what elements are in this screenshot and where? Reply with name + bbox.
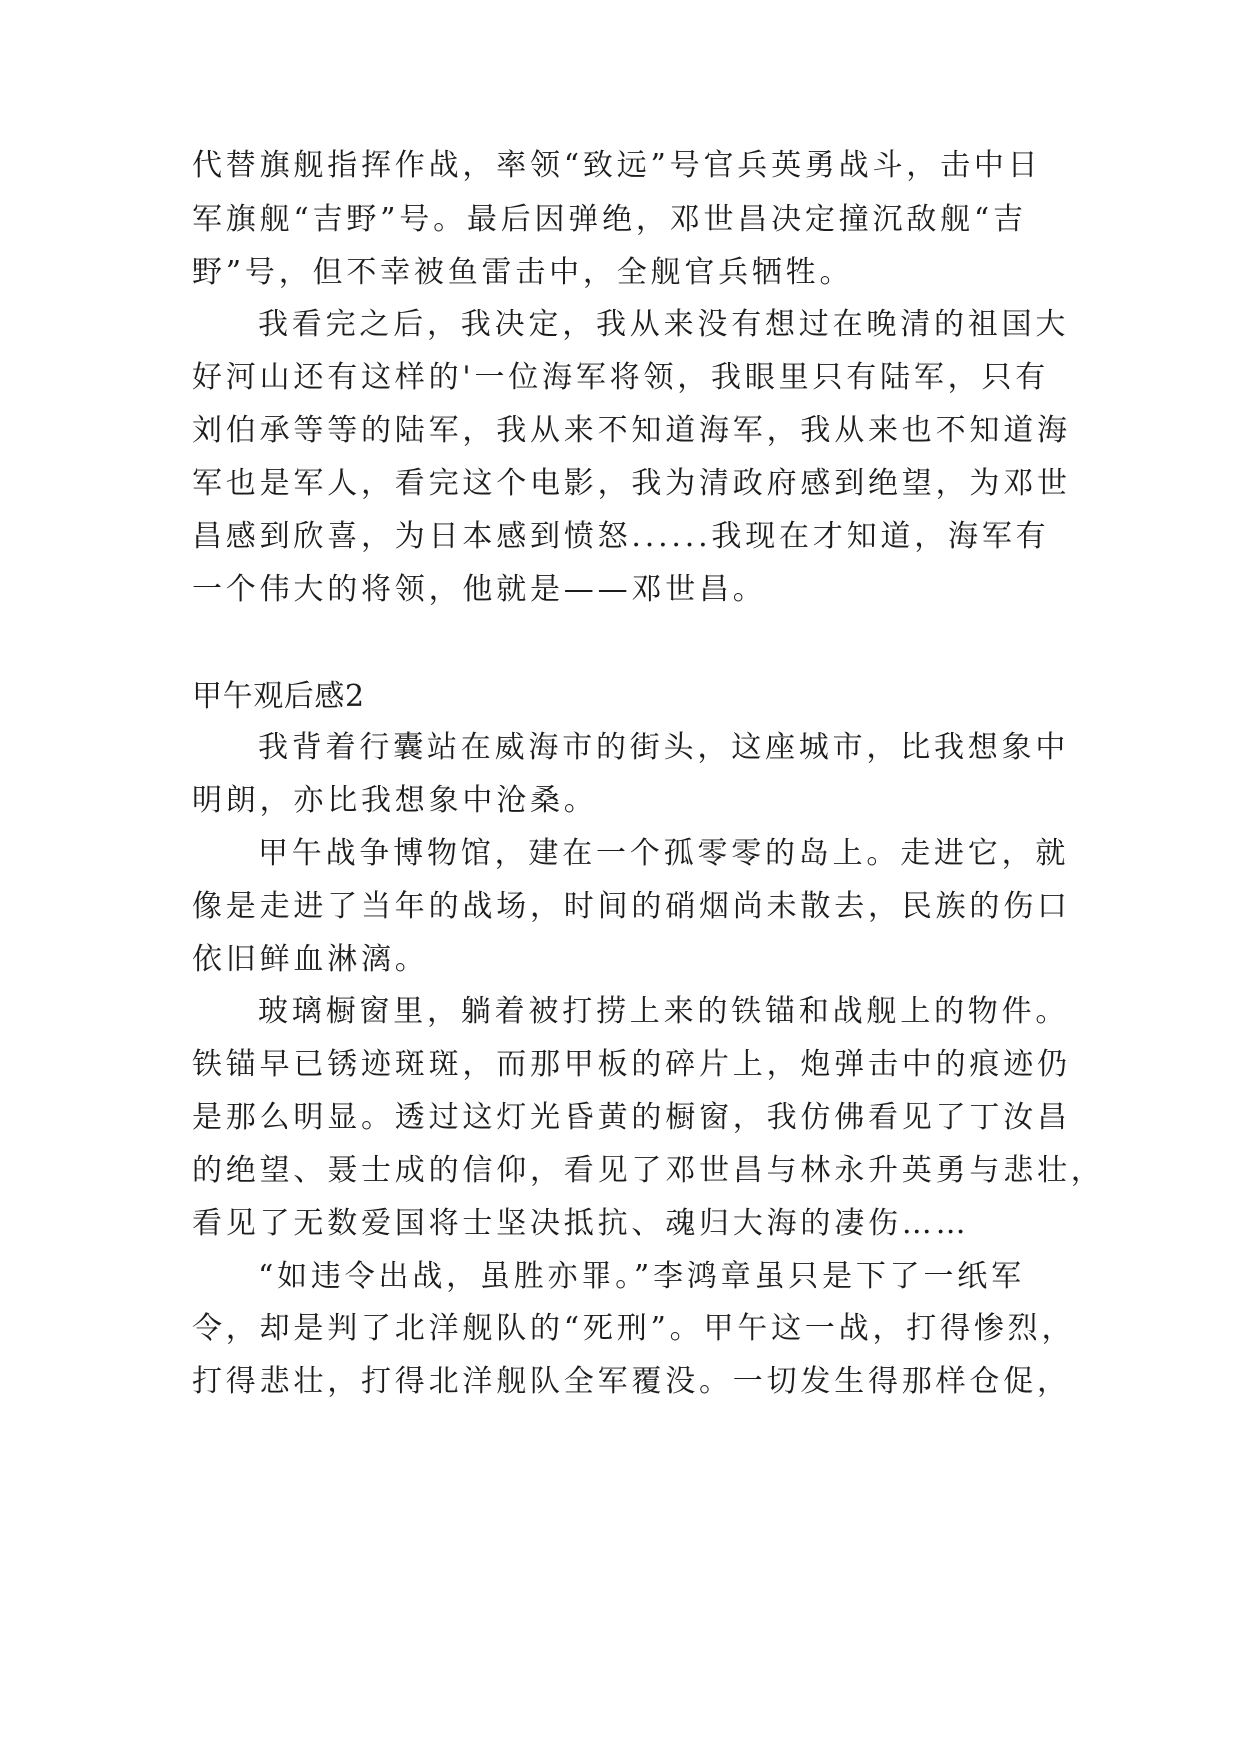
- paragraph-line: 军旗舰“吉野”号。最后因弹绝，邓世昌决定撞沉敌舰“吉: [192, 202, 1027, 237]
- section-title: 甲午观后感2: [192, 679, 365, 714]
- paragraph-line: 代替旗舰指挥作战，率领“致远”号官兵英勇战斗，击中日: [192, 148, 1042, 183]
- paragraph-line: 打得悲壮，打得北洋舰队全军覆没。一切发生得那样仓促，: [192, 1364, 1071, 1399]
- paragraph-line: 甲午战争博物馆，建在一个孤零零的岛上。走进它，就: [258, 836, 1070, 871]
- paragraph-line: “如违令出战，虽胜亦罪。”李鸿章虽只是下了一纸军: [258, 1259, 1025, 1294]
- paragraph-line: 一个伟大的将领，他就是——邓世昌。: [192, 572, 767, 607]
- paragraph-line: 依旧鲜血淋漓。: [192, 942, 429, 977]
- paragraph-line: 昌感到欣喜，为日本感到愤怒......我现在才知道，海军有: [192, 519, 1050, 554]
- paragraph-line: 铁锚早已锈迹斑斑，而那甲板的碎片上，炮弹击中的痕迹仍: [192, 1047, 1071, 1082]
- paragraph-line: 令，却是判了北洋舰队的“死刑”。甲午这一战，打得惨烈，: [192, 1311, 1076, 1346]
- paragraph-line: 像是走进了当年的战场，时间的硝烟尚未散去，民族的伤口: [192, 889, 1071, 924]
- paragraph-line: 我看完之后，我决定，我从来没有想过在晚清的祖国大: [258, 307, 1070, 342]
- paragraph-line: 刘伯承等等的陆军，我从来不知道海军，我从来也不知道海: [192, 413, 1071, 448]
- paragraph-line: 野”号，但不幸被鱼雷击中，全舰官兵牺牲。: [192, 255, 854, 290]
- paragraph-line: 明朗，亦比我想象中沧桑。: [192, 783, 598, 818]
- paragraph-line: 我背着行囊站在威海市的街头，这座城市，比我想象中: [258, 730, 1070, 765]
- paragraph-line: 看见了无数爱国将士坚决抵抗、魂归大海的凄伤……: [192, 1206, 970, 1241]
- paragraph-line: 好河山还有这样的'一位海军将领，我眼里只有陆军，只有: [192, 360, 1050, 395]
- paragraph-line: 玻璃橱窗里，躺着被打捞上来的铁锚和战舰上的物件。: [258, 994, 1070, 1029]
- paragraph-line: 是那么明显。透过这灯光昏黄的橱窗，我仿佛看见了丁汝昌: [192, 1100, 1071, 1135]
- paragraph-line: 军也是军人，看完这个电影，我为清政府感到绝望，为邓世: [192, 466, 1071, 501]
- paragraph-line: 的绝望、聂士成的信仰，看见了邓世昌与林永升英勇与悲壮，: [192, 1153, 1105, 1188]
